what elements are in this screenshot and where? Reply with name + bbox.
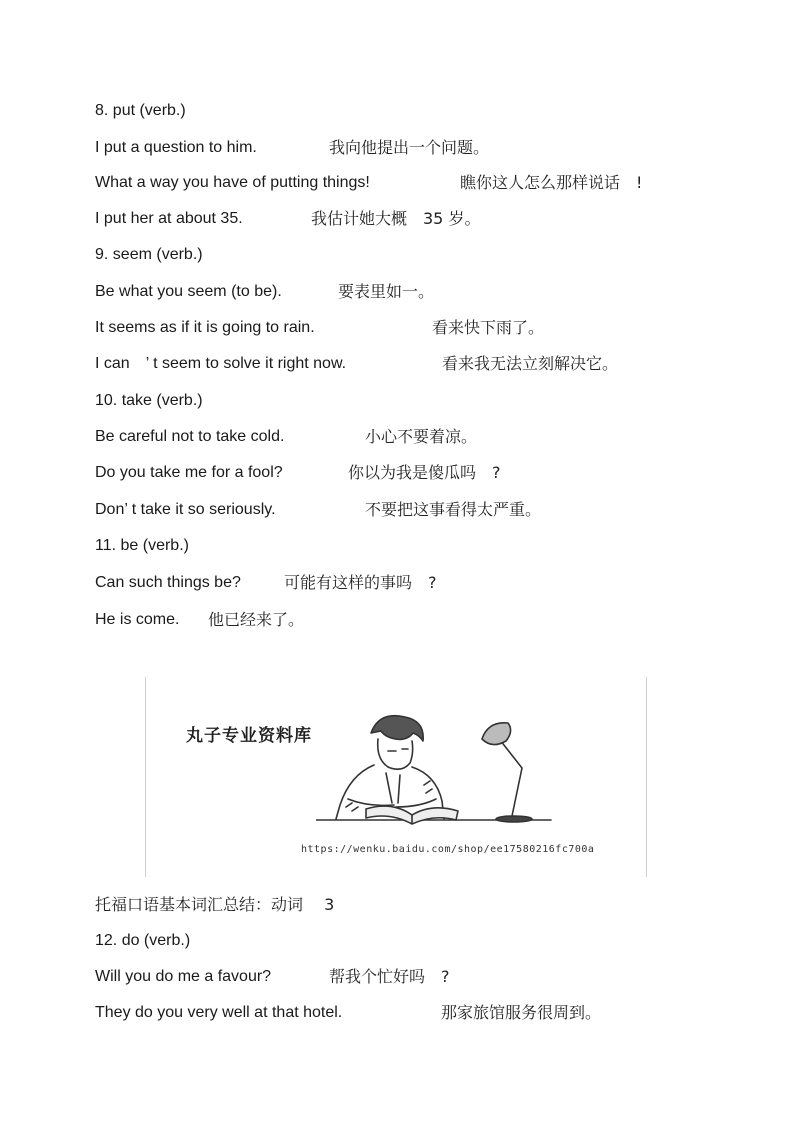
example-en: I can ’ t seem to solve it right now. — [95, 355, 347, 372]
section-heading: 12. do (verb.) — [95, 932, 191, 949]
example-zh: 我估计她大概 35 岁。 — [311, 209, 481, 228]
example-en: Do you take me for a fool? — [95, 464, 283, 481]
example-zh: 可能有这样的事吗 ? — [284, 573, 437, 592]
example-zh: 你以为我是傻瓜吗 ? — [348, 463, 501, 482]
example-zh: 要表里如一。 — [338, 282, 435, 301]
section-heading: 9. seem (verb.) — [95, 246, 203, 263]
example-en: Will you do me a favour? — [95, 968, 272, 985]
section-heading: 11. be (verb.) — [95, 537, 189, 554]
example-en: They do you very well at that hotel. — [95, 1004, 343, 1021]
example-en: Be what you seem (to be). — [95, 283, 282, 300]
promo-banner — [145, 677, 647, 877]
example-zh: 看来我无法立刻解决它。 — [442, 354, 619, 373]
example-en: I put her at about 35. — [95, 210, 243, 227]
example-en: He is come. — [95, 611, 180, 628]
section-heading: 8. put (verb.) — [95, 102, 186, 119]
example-zh: 不要把这事看得太严重。 — [365, 500, 542, 519]
example-zh: 瞧你这人怎么那样说话 ! — [460, 173, 643, 192]
example-zh: 帮我个忙好吗 ? — [329, 967, 450, 986]
example-en: What a way you have of putting things! — [95, 174, 370, 191]
example-en: It seems as if it is going to rain. — [95, 319, 315, 336]
student-reading-illustration — [316, 695, 556, 845]
example-zh: 看来快下雨了。 — [432, 318, 545, 337]
example-en: Don’ t take it so seriously. — [95, 501, 276, 518]
example-zh: 他已经来了。 — [208, 610, 305, 629]
banner-url: https://wenku.baidu.com/shop/ee17580216fc700a — [301, 844, 595, 855]
example-zh: 我向他提出一个问题。 — [329, 138, 490, 157]
example-en: I put a question to him. — [95, 139, 257, 156]
banner-title: 丸子专业资料库 — [186, 726, 312, 746]
section-heading: 10. take (verb.) — [95, 392, 203, 409]
example-en: Be careful not to take cold. — [95, 428, 285, 445]
example-zh: 小心不要着凉。 — [365, 427, 478, 446]
example-en: Can such things be? — [95, 574, 241, 591]
caption: 托福口语基本词汇总结：动词 3 — [95, 895, 335, 914]
example-zh: 那家旅馆服务很周到。 — [441, 1003, 602, 1022]
